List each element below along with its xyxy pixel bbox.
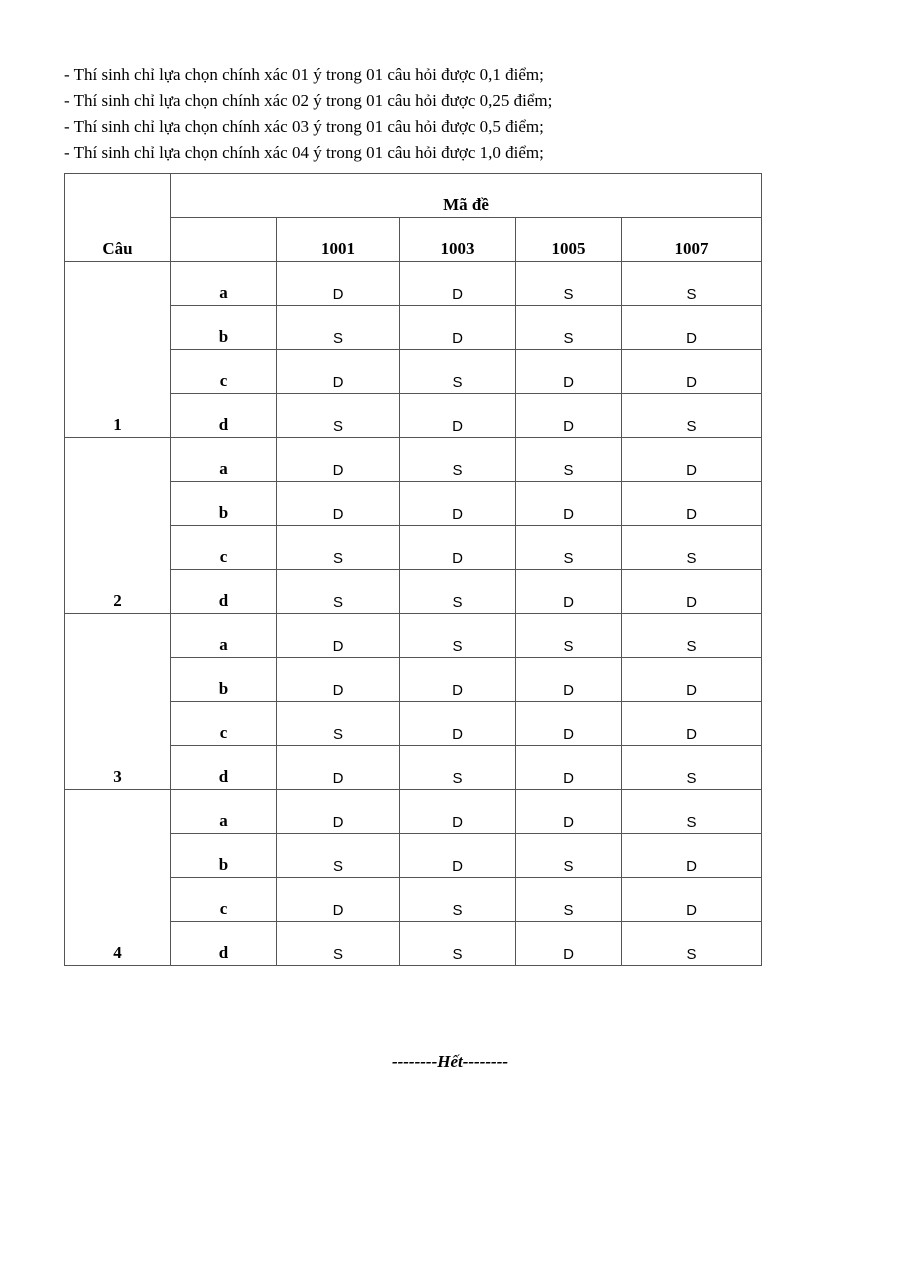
answer-cell: D <box>516 790 622 834</box>
table-row <box>65 438 762 482</box>
answer-cell: D <box>277 262 400 306</box>
part-label: b <box>171 306 277 350</box>
answer-cell: S <box>516 878 622 922</box>
answer-cell: D <box>277 746 400 790</box>
part-label: b <box>171 482 277 526</box>
answer-cell: D <box>516 658 622 702</box>
answer-cell: S <box>400 878 516 922</box>
exam-code: 1007 <box>622 218 762 262</box>
question-number: 4 <box>65 790 171 966</box>
part-label: d <box>171 922 277 966</box>
part-label: b <box>171 658 277 702</box>
answer-cell: D <box>277 438 400 482</box>
answer-cell: S <box>622 922 762 966</box>
part-label: a <box>171 790 277 834</box>
question-number: 2 <box>65 438 171 614</box>
part-label: d <box>171 746 277 790</box>
part-label: a <box>171 438 277 482</box>
answer-cell: D <box>516 746 622 790</box>
answer-cell: D <box>400 834 516 878</box>
answer-cell: S <box>622 526 762 570</box>
answer-cell: S <box>277 922 400 966</box>
answer-cell: D <box>400 482 516 526</box>
answer-cell: D <box>277 790 400 834</box>
part-label: c <box>171 878 277 922</box>
answer-key-table <box>64 173 762 966</box>
exam-code: 1005 <box>516 218 622 262</box>
part-label: a <box>171 614 277 658</box>
question-number: 3 <box>65 614 171 790</box>
answer-cell: D <box>622 570 762 614</box>
answer-cell: D <box>277 482 400 526</box>
scoring-note: - Thí sinh chỉ lựa chọn chính xác 04 ý trong 01 câu hỏi được 1,0 điểm; <box>64 143 544 162</box>
answer-cell: D <box>516 394 622 438</box>
answer-cell: D <box>516 570 622 614</box>
scoring-note: - Thí sinh chỉ lựa chọn chính xác 02 ý trong 01 câu hỏi được 0,25 điểm; <box>64 91 553 110</box>
table-row <box>65 614 762 658</box>
question-column-header: Câu <box>65 174 171 262</box>
answer-cell: S <box>400 614 516 658</box>
answer-cell: S <box>277 306 400 350</box>
part-label: d <box>171 394 277 438</box>
answer-cell: S <box>400 350 516 394</box>
answer-cell: S <box>622 746 762 790</box>
table-row <box>65 790 762 834</box>
answer-cell: D <box>400 394 516 438</box>
answer-cell: D <box>516 702 622 746</box>
part-column-header <box>171 218 277 262</box>
scoring-note: - Thí sinh chỉ lựa chọn chính xác 01 ý trong 01 câu hỏi được 0,1 điểm; <box>64 65 544 84</box>
answer-cell: S <box>277 394 400 438</box>
answer-cell: S <box>277 570 400 614</box>
answer-cell: S <box>516 834 622 878</box>
answer-cell: D <box>516 482 622 526</box>
answer-cell: D <box>400 262 516 306</box>
part-label: b <box>171 834 277 878</box>
answer-cell: S <box>516 306 622 350</box>
answer-cell: D <box>622 658 762 702</box>
answer-cell: S <box>622 394 762 438</box>
answer-cell: S <box>277 702 400 746</box>
answer-cell: D <box>622 834 762 878</box>
answer-cell: D <box>622 702 762 746</box>
answer-cell: D <box>277 878 400 922</box>
answer-cell: D <box>622 878 762 922</box>
exam-code: 1001 <box>277 218 400 262</box>
answer-cell: S <box>516 438 622 482</box>
answer-rows <box>65 262 762 966</box>
question-number: 1 <box>65 262 171 438</box>
answer-cell: S <box>622 614 762 658</box>
answer-cell: S <box>400 922 516 966</box>
exam-code-header: Mã đề <box>171 174 762 218</box>
answer-cell: D <box>622 482 762 526</box>
answer-cell: S <box>516 614 622 658</box>
part-label: c <box>171 350 277 394</box>
answer-cell: D <box>277 350 400 394</box>
answer-cell: S <box>622 262 762 306</box>
answer-cell: S <box>622 790 762 834</box>
scoring-note: - Thí sinh chỉ lựa chọn chính xác 03 ý trong 01 câu hỏi được 0,5 điểm; <box>64 117 544 136</box>
answer-cell: D <box>400 526 516 570</box>
answer-cell: S <box>277 834 400 878</box>
part-label: a <box>171 262 277 306</box>
answer-cell: S <box>400 438 516 482</box>
exam-code: 1003 <box>400 218 516 262</box>
part-label: c <box>171 702 277 746</box>
answer-cell: S <box>516 262 622 306</box>
answer-cell: D <box>622 306 762 350</box>
answer-cell: D <box>277 658 400 702</box>
answer-cell: S <box>277 526 400 570</box>
answer-cell: S <box>400 746 516 790</box>
answer-cell: D <box>400 790 516 834</box>
answer-cell: D <box>277 614 400 658</box>
answer-cell: D <box>516 922 622 966</box>
answer-cell: S <box>400 570 516 614</box>
scoring-notes <box>64 62 824 166</box>
answer-cell: D <box>622 350 762 394</box>
table-row <box>65 262 762 306</box>
part-label: c <box>171 526 277 570</box>
answer-cell: D <box>400 658 516 702</box>
answer-cell: S <box>516 526 622 570</box>
answer-cell: D <box>400 702 516 746</box>
header-row <box>65 174 762 218</box>
answer-cell: D <box>622 438 762 482</box>
answer-cell: D <box>400 306 516 350</box>
part-label: d <box>171 570 277 614</box>
answer-cell: D <box>516 350 622 394</box>
end-marker: --------Hết-------- <box>391 1052 509 1071</box>
